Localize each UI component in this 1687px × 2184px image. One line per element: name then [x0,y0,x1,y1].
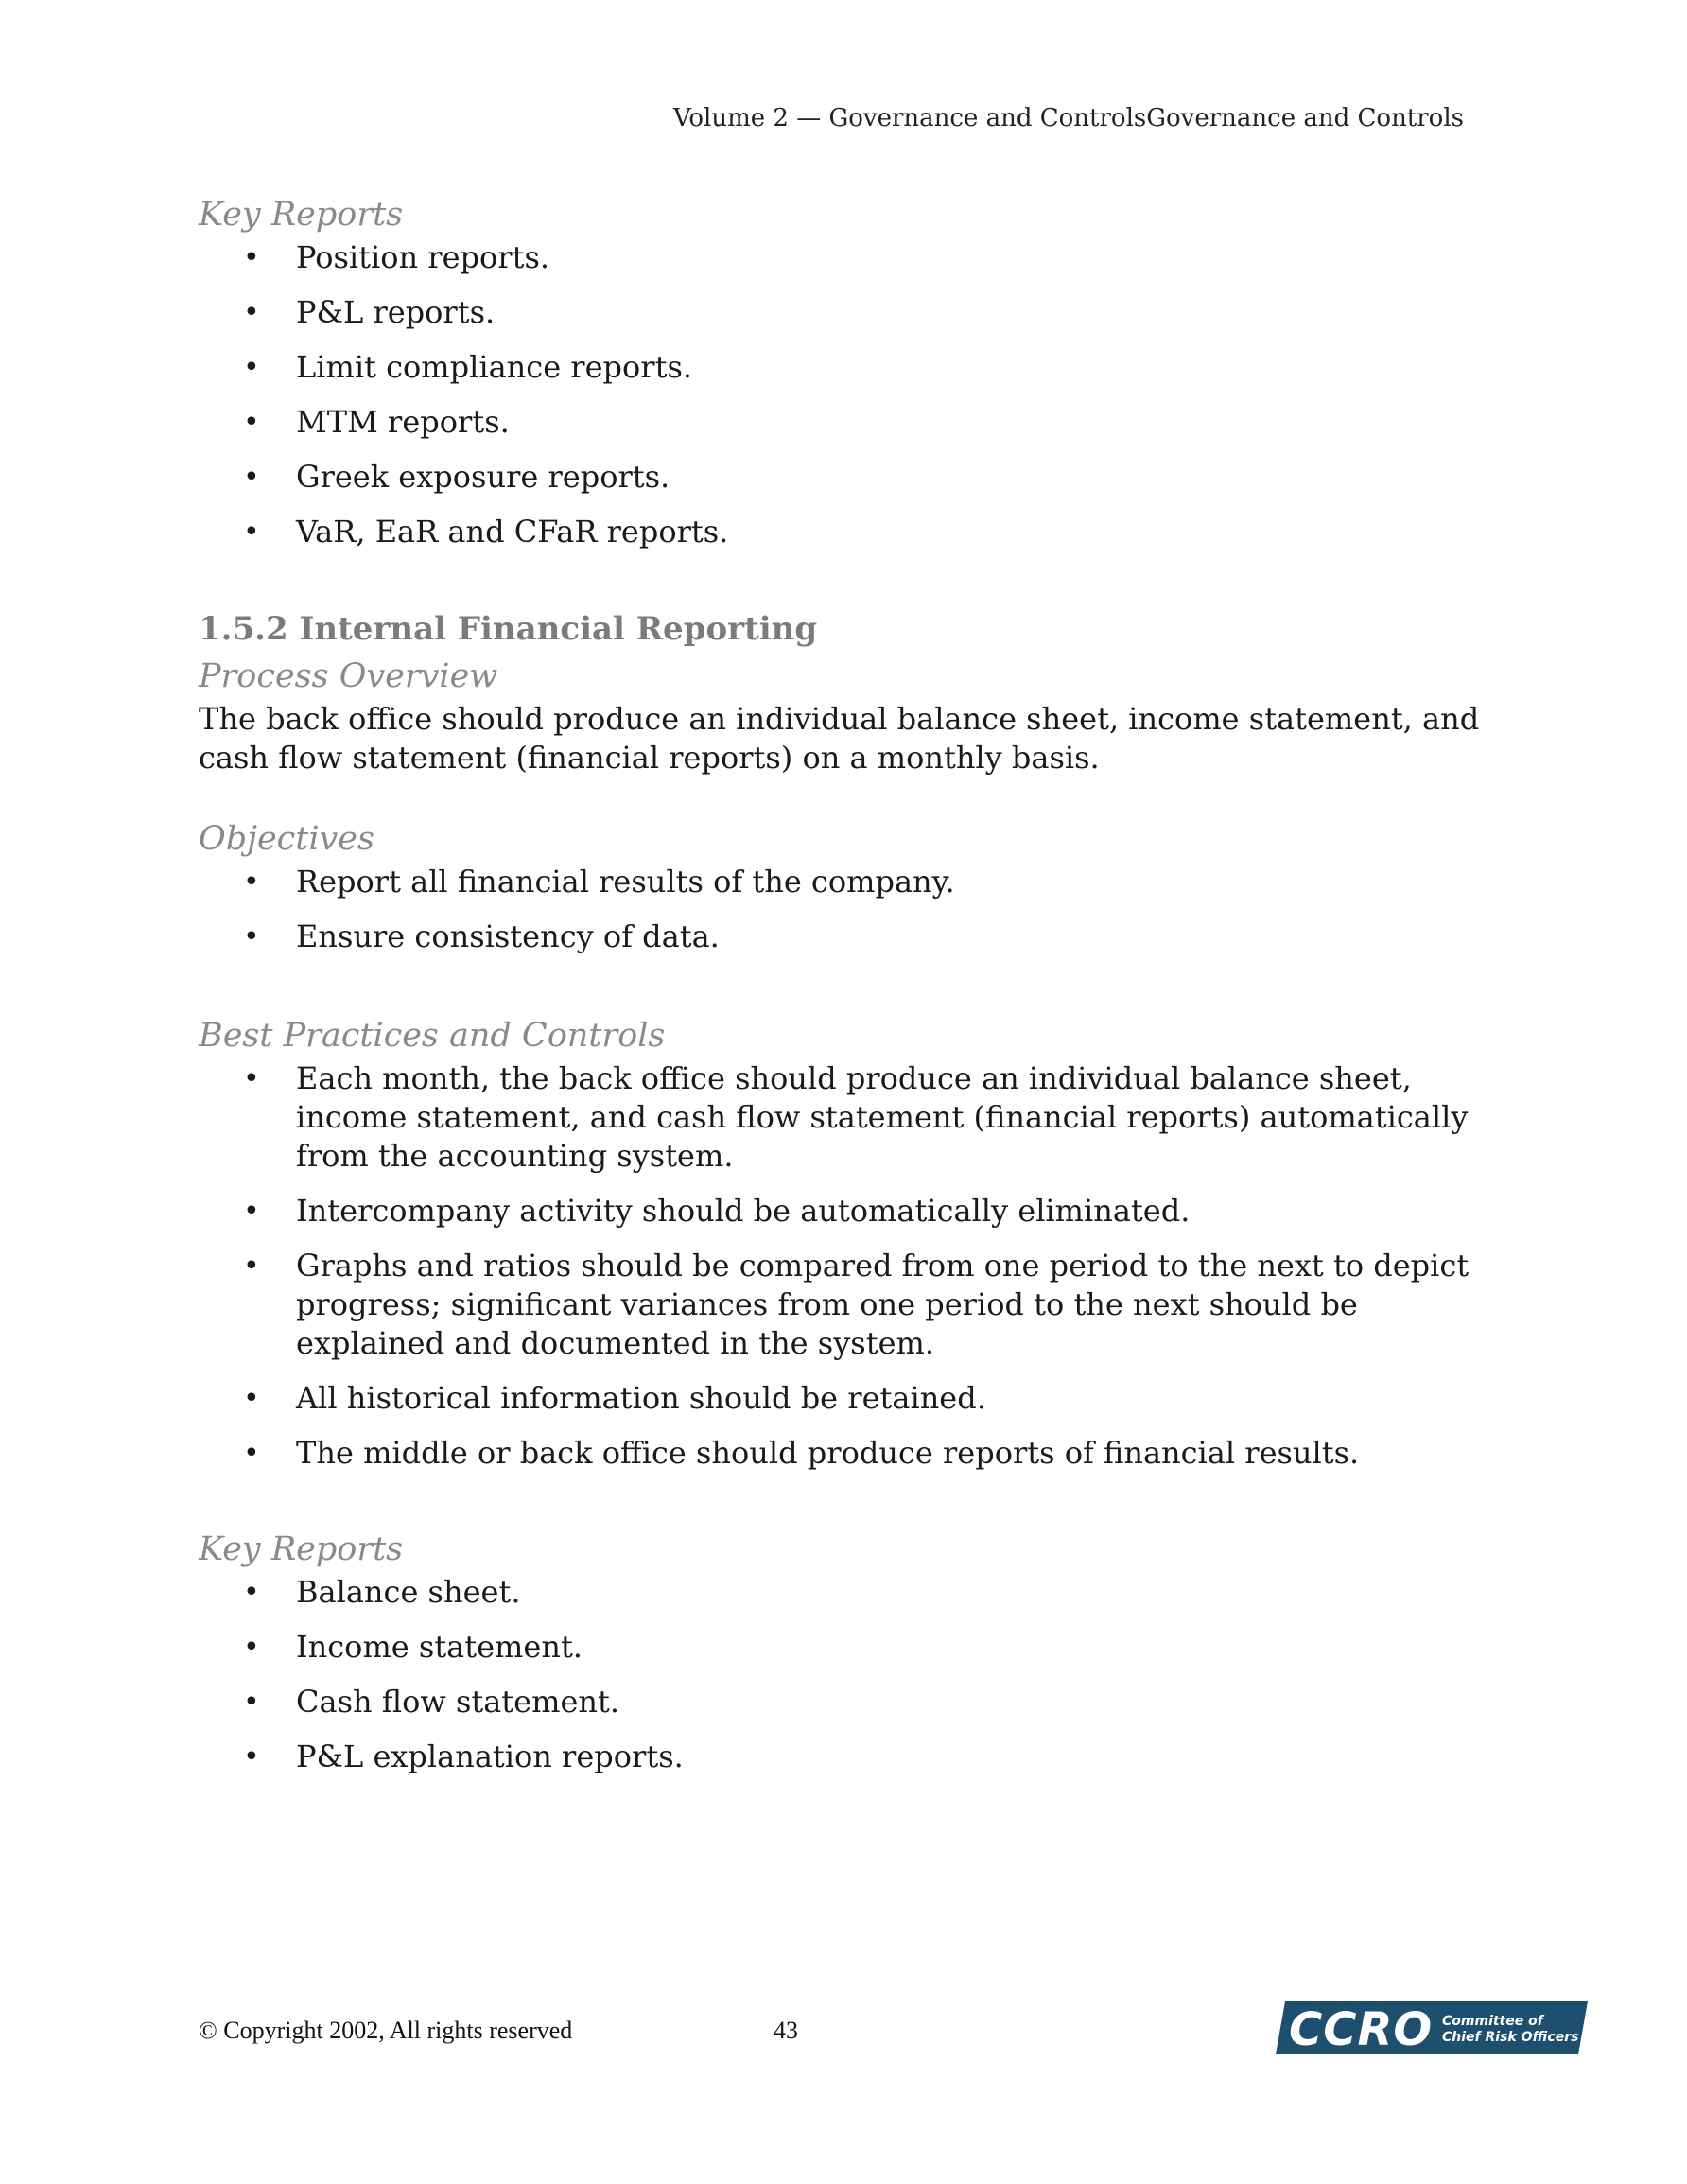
list-item-text: Income statement. [296,1629,583,1665]
best-practices-section [199,1012,1485,1489]
bullet-icon: • [243,1249,260,1283]
bullet-icon: • [243,351,260,384]
list-item [199,917,1485,956]
list-item-text: Report all financial results of the company. [296,864,955,900]
bullet-icon: • [243,1382,260,1415]
list-item [199,1573,1485,1612]
list-item-text: VaR, EaR and CFaR reports. [296,514,729,550]
bullet-icon: • [243,461,260,494]
process-overview-title: Process Overview [199,657,498,695]
bullet-icon: • [243,1437,260,1470]
list-item-text: Ensure consistency of data. [296,918,720,954]
list-item [199,1628,1485,1667]
objectives-list [199,863,1485,956]
list-item [199,1434,1485,1473]
key-reports-section-2 [199,1526,1485,1792]
bullet-icon: • [243,241,260,274]
objectives-title: Objectives [199,820,374,858]
bullet-icon: • [243,515,260,549]
bullet-icon: • [243,1740,260,1773]
list-item-text: Graphs and ratios should be compared from one period to the next to depict progress; significant variances from one period to the next should be explained and documented in the system. [296,1248,1470,1361]
section-heading: 1.5.2 Internal Financial Reporting [199,610,818,648]
list-item [199,1379,1485,1418]
bullet-icon: • [243,920,260,953]
key-reports-title-1: Key Reports [199,196,404,234]
list-item [199,1059,1485,1176]
bullet-icon: • [243,406,260,439]
list-item [199,1192,1485,1231]
list-item [199,293,1485,332]
bullet-icon: • [243,1686,260,1719]
list-item [199,348,1485,387]
bullet-icon: • [243,1195,260,1228]
list-item-text: Intercompany activity should be automatically eliminated. [296,1193,1191,1229]
bullet-icon: • [243,1062,260,1095]
list-item-text: The middle or back office should produce reports of financial results. [296,1435,1360,1471]
bullet-icon: • [243,1631,260,1664]
list-item-text: P&L explanation reports. [296,1738,684,1774]
logo-mark: CCRO [1289,2003,1434,2054]
objectives-section [199,815,1485,972]
list-item [199,403,1485,442]
ccro-logo [1276,2001,1588,2054]
list-item [199,1683,1485,1721]
list-item-text: Position reports. [296,239,550,275]
list-item [199,863,1485,901]
list-item-text: Each month, the back office should produce an individual balance sheet, income statement, and cash flow statement (financial reports) automatically from the accounting system. [296,1060,1469,1174]
key-reports-list-1 [199,238,1485,551]
logo-subtitle-line1: Committee of [1442,2014,1543,2029]
list-item [199,1738,1485,1776]
list-item [199,458,1485,497]
page-number: 43 [774,2017,798,2044]
copyright-notice: © Copyright 2002, All rights reserved [199,2017,573,2044]
list-item-text: Balance sheet. [296,1574,521,1610]
list-item-text: Limit compliance reports. [296,349,693,385]
list-item-text: Cash flow statement. [296,1684,620,1720]
list-item-text: MTM reports. [296,404,510,440]
best-practices-title: Best Practices and Controls [199,1017,666,1055]
best-practices-list [199,1059,1485,1473]
bullet-icon: • [243,865,260,899]
bullet-icon: • [243,1576,260,1609]
list-item [199,238,1485,277]
key-reports-title-2: Key Reports [199,1530,404,1568]
process-overview-text: The back office should produce an individual balance sheet, income statement, and cash flow statement (financial reports) on a monthly basis. [199,701,1480,776]
logo-subtitle-line2: Chief Risk Officers [1442,2030,1579,2045]
bullet-icon: • [243,296,260,329]
list-item [199,1247,1485,1363]
list-item-text: P&L reports. [296,294,496,330]
key-reports-list-2 [199,1573,1485,1776]
list-item [199,513,1485,551]
list-item-text: Greek exposure reports. [296,459,670,495]
running-header: Volume 2 — Governance and ControlsGovernance and Controls [672,104,1464,132]
section-1-5-2 [199,605,1485,778]
list-item-text: All historical information should be retained. [296,1380,986,1416]
key-reports-section-1 [199,191,1485,568]
